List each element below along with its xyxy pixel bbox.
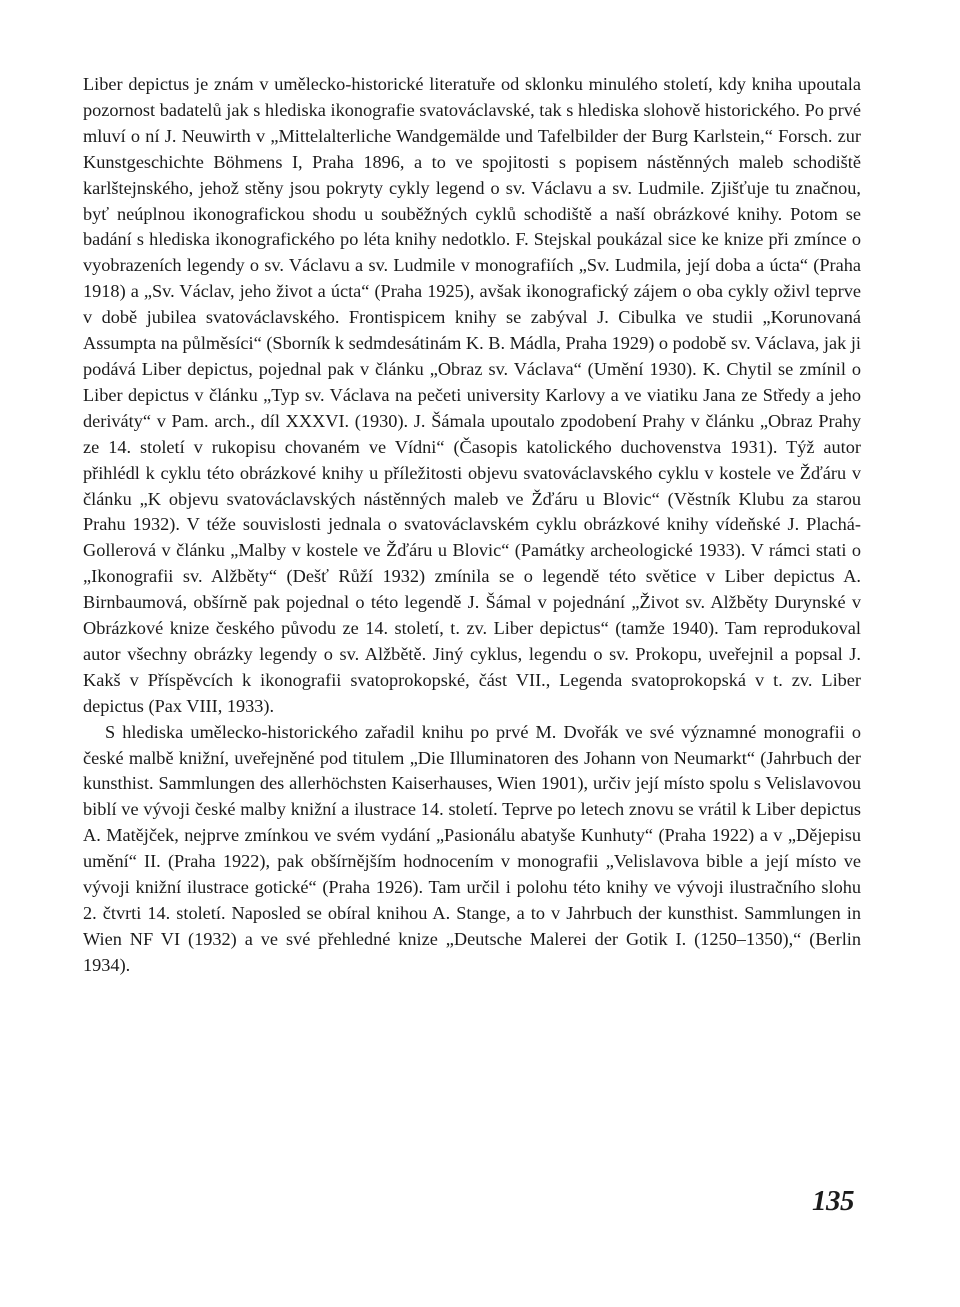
page-number: 135 — [812, 1185, 854, 1217]
body-text — [83, 72, 861, 979]
paragraph-2: S hlediska umělecko-historického zařadil knihu po prvé M. Dvořák ve své významné monografii o české malbě knižní, uveřejněné pod titulem „Die Illuminatoren des Johann von Neumarkt“ (Jahrbuch der kunsthist. Sammlungen des allerhöchsten Kaiserhauses, Wien 1901), určiv její místo spolu s Velislavovou biblí ve vývoji české malby knižní a ilustrace 14. století. Teprve po letech znovu se vrátil k Liber depictus A. Matějček, nejprve zmínkou ve svém vydání „Pasionálu abatyše Kunhuty“ (Praha 1922) a v „Dějepisu umění“ II. (Praha 1922), pak obšírnějším hodnocením v monografii „Velislavova bible a její místo ve vývoji knižní ilustrace gotické“ (Praha 1926). Tam určil i polohu této knihy ve vývoji ilustračního slohu 2. čtvrti 14. století. Naposled se obíral knihou A. Stange, a to v Jahrbuch der kunsthist. Sammlungen in Wien NF VI (1932) a ve své přehledné knize „Deutsche Malerei der Gotik I. (1250–1350),“ (Berlin 1934). — [83, 721, 861, 975]
paragraph-1: Liber depictus je znám v umělecko-historické literatuře od sklonku minulého století, kdy kniha upoutala pozornost badatelů jak s hlediska ikonografie svatováclavské, tak s hlediska slohově historického. Po prvé mluví o ní J. Neuwirth v „Mittelalterliche Wandgemälde und Tafelbilder der Burg Karlstein,“ Forsch. zur Kunstgeschichte Böhmens I, Praha 1896, a to ve spojitosti s popisem nástěnných maleb schodiště karlštejnského, jehož stěny jsou pokryty cykly legend o sv. Václavu a sv. Ludmile. Zjišťuje tu značnou, byť neúplnou ikonografickou shodu u souběžných cyklů schodiště a naší obrázkové knihy. Potom se badání s hlediska ikonografického po léta knihy nedotklo. F. Stejskal poukázal sice ke knize při zmínce o vyobrazeních legendy o sv. Václavu a sv. Ludmile v monografiích „Sv. Ludmila, její doba a úcta“ (Praha 1918) a „Sv. Václav, jeho život a úcta“ (Praha 1925), avšak ikonografický zájem o oba cykly oživl teprve v době jubilea svatováclavského. Frontispicem knihy se zabýval J. Cibulka ve studii „Korunovaná Assumpta na půlměsíci“ (Sborník k sedmdesátinám K. B. Mádla, Praha 1929) o podobě sv. Václava, jak ji podává Liber depictus, pojednal pak v článku „Obraz sv. Václava“ (Umění 1930). K. Chytil se zmínil o Liber depictus v článku „Typ sv. Václava na pečeti university Karlovy a ve viatiku Jana ze Středy a jeho deriváty“ v Pam. arch., díl XXXVI. (1930). J. Šámala upoutalo zpodobení Prahy v článku „Obraz Prahy ze 14. století v rukopisu chovaném ve Vídni“ (Časopis katolického duchovenstva 1931). Týž autor přihlédl k cyklu této obrázkové knihy u příležitosti objevu svatováclavského cyklu v kostele ve Žďáru v článku „K objevu svatováclavských nástěnných maleb ve Žďáru u Blovic“ (Věstník Klubu za starou Prahu 1932). V téže souvislosti jednala o svatováclavském cyklu obrázkové knihy vídeňské J. Plachá-Gollerová v článku „Malby v kostele ve Žďáru u Blovic“ (Památky archeologické 1933). V rámci stati o „Ikonografii sv. Alžběty“ (Dešť Růží 1932) zmínila se o legendě této světice v Liber depictus A. Birnbaumová, obšírně pak pojednal o této legendě J. Šámal v pojednání „Život sv. Alžběty Durynské v Obrázkové knize českého původu ze 14. století, t. zv. Liber depictus“ (tamže 1940). Tam reprodukoval autor všechny obrázky legendy o sv. Alžbětě. Jiný cyklus, legendu o sv. Prokopu, uveřejnil a popsal J. Kakš v Příspěvcích k ikonografii svatoprokopské, část VII., Legenda svatoprokopská v t. zv. Liber depictus (Pax VIII, 1933). — [83, 74, 861, 716]
